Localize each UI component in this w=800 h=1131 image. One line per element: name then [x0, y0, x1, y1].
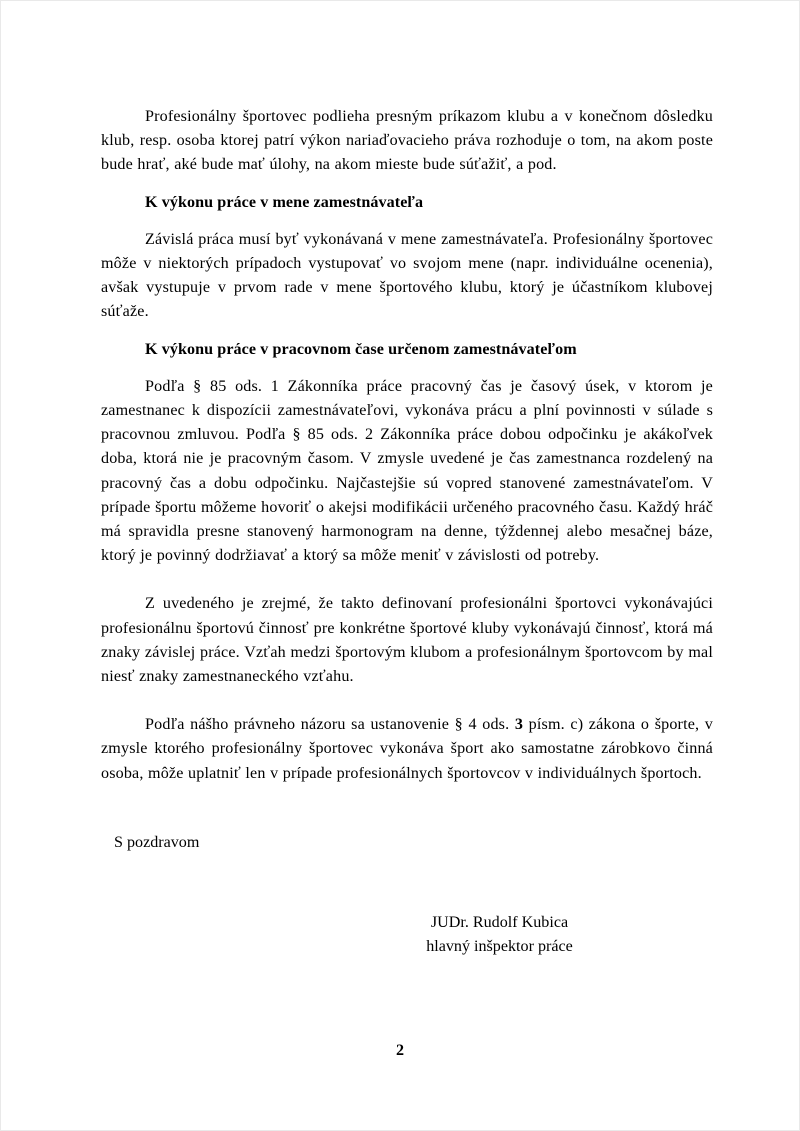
page-number: 2: [395, 1042, 405, 1059]
paragraph-5-emphasis: 3: [514, 716, 524, 734]
signatory-name: JUDr. Rudolf Kubica: [430, 914, 569, 932]
heading-mene-zamestnavatela: K výkonu práce v mene zamestnávateľa: [145, 193, 424, 211]
spacer: [101, 818, 713, 831]
signature-block: [101, 911, 713, 959]
spacer: [101, 362, 713, 375]
signatory-title: hlavný inšpektor práce: [426, 938, 573, 956]
paragraph-4: Z uvedeného je zrejmé, že takto definovaní profesionálni športovci vykonávajúci profesionálnu športovú činnosť pre konkrétne športové kluby vykonávajú činnosť, ktorá má znaky závislej práce. Vzťah medzi športovým klubom a profesionálnym športovcom by mal niesť znaky zamestnaneckého vzťahu.: [101, 595, 713, 686]
spacer: [101, 689, 713, 713]
heading-pracovnom-case: K výkonu práce v pracovnom čase určenom zamestnávateľom: [145, 340, 577, 358]
paragraph-2: Závislá práca musí byť vykonávaná v mene zamestnávateľa. Profesionálny športovec môže v niektorých prípadoch vystupovať vo svojom mene (napr. individuálne ocenenia), avšak vystupuje v prvom rade v mene športového klubu, ktorý je účastníkom klubovej súťaže.: [101, 230, 713, 321]
paragraph-5-text-a: Podľa nášho právneho názoru sa ustanovenie § 4 ods.: [145, 716, 515, 734]
spacer: [101, 855, 713, 887]
document-body: [101, 105, 713, 959]
spacer: [101, 786, 713, 818]
spacer: [101, 325, 713, 338]
closing-salutation: S pozdravom: [114, 833, 200, 851]
spacer: [101, 887, 713, 911]
spacer: [101, 568, 713, 592]
paragraph-1: Profesionálny športovec podlieha presným príkazom klubu a v konečnom dôsledku klub, resp. osoba ktorej patrí výkon nariaďovacieho práva rozhoduje o tom, na akom poste bude hrať, aké bude mať úlohy, na akom mieste bude súťažiť, a pod.: [101, 108, 713, 174]
paragraph-3: Podľa § 85 ods. 1 Zákonníka práce pracovný čas je časový úsek, v ktorom je zamestnanec k dispozícii zamestnávateľovi, vykonáva prácu a plní povinnosti v súlade s pracovnou zmluvou. Podľa § 85 ods. 2 Zákonníka práce dobou odpočinku je akákoľvek doba, ktorá nie je pracovným časom. V zmysle uvedené je čas zamestnanca rozdelený na pracovný čas a dobu odpočinku. Najčastejšie sú vopred stanovené zamestnávateľom. V prípade športu môžeme hovoriť o akejsi modifikácii určeného pracovného času. Každý hráč má spravidla presne stanovený harmonogram na denne, týždennej alebo mesačnej báze, ktorý je povinný dodržiavať a ktorý sa môže meniť v závislosti od potreby.: [101, 377, 713, 565]
paragraph-5: [101, 713, 713, 786]
spacer: [101, 215, 713, 228]
spacer: [101, 178, 713, 191]
paragraph-5-text-b: písm. c) zákona o športe, v zmysle ktorého profesionálny športovec vykonáva šport ako samostatne zárobkovo činná osoba, môže uplatniť len v prípade profesionálnych športovcov v individuálnych športoch.: [101, 716, 713, 782]
